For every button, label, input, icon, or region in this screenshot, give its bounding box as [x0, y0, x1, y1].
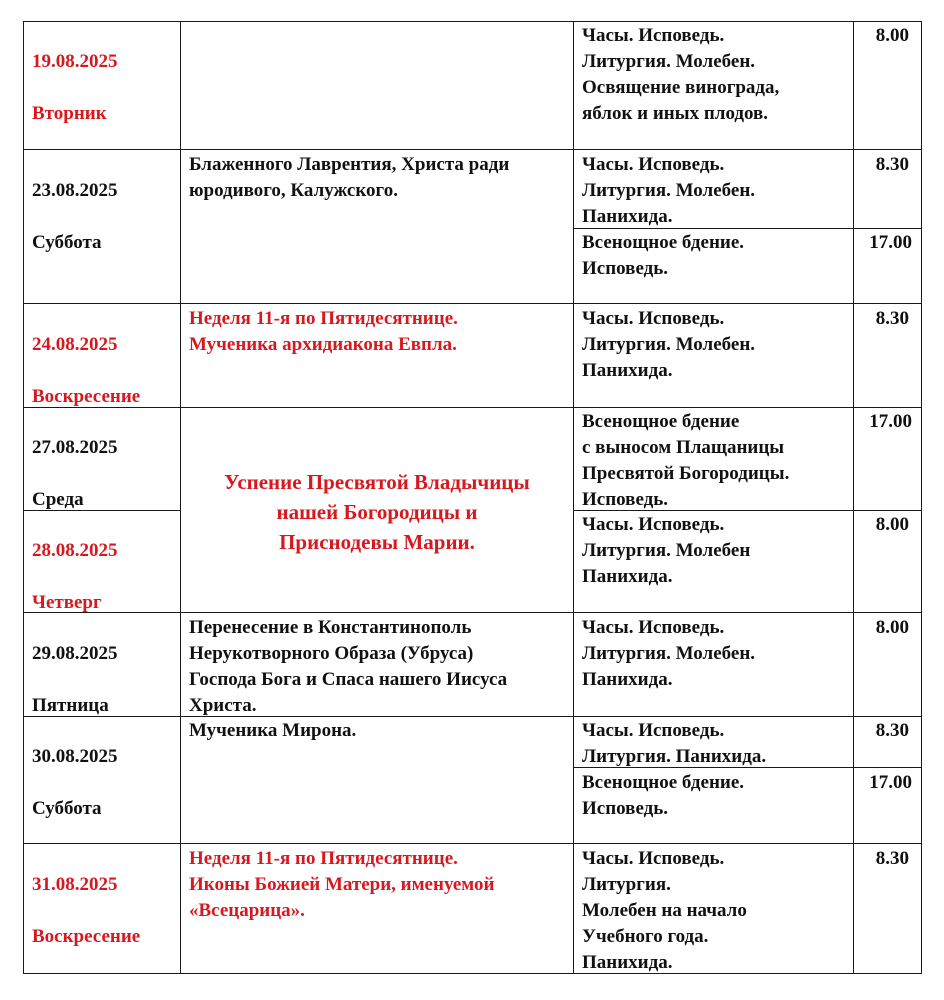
feast-text: Мученика Мирона. — [189, 720, 357, 741]
service-time: 8.30 — [875, 720, 909, 741]
date-cell — [32, 409, 118, 513]
table-border-bottom — [23, 973, 922, 974]
feast-text: Неделя 11-я по Пятидесятнице. Иконы Божией Матери, именуемой «Всецарица». — [189, 848, 495, 921]
date-cell — [32, 152, 118, 256]
row-divider — [23, 407, 922, 408]
date-cell — [32, 846, 140, 950]
row-divider — [23, 843, 922, 844]
weekday: Воскресение — [32, 386, 141, 407]
date-cell — [32, 306, 140, 410]
date: 28.08.2025 — [32, 540, 118, 561]
row-divider — [23, 149, 922, 150]
weekday: Вторник — [32, 103, 107, 124]
date: 23.08.2025 — [32, 180, 118, 201]
weekday: Суббота — [32, 798, 102, 819]
date-cell — [32, 718, 118, 822]
service-text: Часы. Исповедь. Литургия. Молебен. Панихида. — [582, 308, 756, 381]
table-border-right — [921, 21, 922, 974]
service-text: Всенощное бдение. Исповедь. — [582, 772, 745, 819]
date: 19.08.2025 — [32, 51, 118, 72]
service-text: Часы. Исповедь. Литургия. Молебен на начало Учебного года. Панихида. — [582, 848, 747, 973]
service-time: 8.30 — [875, 308, 909, 329]
service-text: Часы. Исповедь. Литургия. Молебен. Панихида. — [582, 154, 756, 227]
date: 24.08.2025 — [32, 334, 118, 355]
weekday: Среда — [32, 489, 84, 510]
service-text: Всенощное бдение с выносом Плащаницы Пресвятой Богородицы. Исповедь. — [582, 411, 790, 510]
feast-text: Неделя 11-я по Пятидесятнице. Мученика архидиакона Евпла. — [189, 308, 458, 355]
date: 31.08.2025 — [32, 874, 118, 895]
row-divider — [23, 612, 922, 613]
service-text: Всенощное бдение. Исповедь. — [582, 232, 745, 279]
table-border-top — [23, 21, 922, 22]
service-time: 8.30 — [875, 154, 909, 175]
merged-feast-text: Успение Пресвятой Владычицы нашей Богородицы и Приснодевы Марии. — [224, 470, 530, 554]
date: 27.08.2025 — [32, 437, 118, 458]
date: 30.08.2025 — [32, 746, 118, 767]
feast-text: Перенесение в Константинополь Нерукотворного Образа (Убруса) Господа Бога и Спаса нашего Иисуса Христа. — [189, 617, 508, 716]
weekday: Пятница — [32, 695, 109, 716]
date: 29.08.2025 — [32, 643, 118, 664]
service-text: Часы. Исповедь. Литургия. Панихида. — [582, 720, 767, 767]
weekday: Четверг — [32, 592, 102, 613]
column-divider — [853, 21, 854, 974]
weekday: Суббота — [32, 232, 102, 253]
service-text: Часы. Исповедь. Литургия. Молебен. Освящение винограда, яблок и иных плодов. — [582, 25, 780, 124]
service-text: Часы. Исповедь. Литургия. Молебен. Панихида. — [582, 617, 756, 690]
table-border-left — [23, 21, 24, 974]
service-time: 8.00 — [875, 514, 909, 535]
date-cell — [32, 512, 118, 616]
date-cell — [32, 23, 118, 127]
weekday: Воскресение — [32, 926, 141, 947]
column-divider — [573, 21, 574, 974]
service-time: 17.00 — [869, 411, 912, 432]
service-time: 17.00 — [869, 232, 912, 253]
service-time: 17.00 — [869, 772, 912, 793]
service-time: 8.00 — [875, 617, 909, 638]
service-text: Часы. Исповедь. Литургия. Молебен Панихида. — [582, 514, 751, 587]
row-divider — [23, 303, 922, 304]
date-cell — [32, 615, 118, 719]
service-time: 8.30 — [875, 848, 909, 869]
service-time: 8.00 — [875, 25, 909, 46]
feast-text: Блаженного Лаврентия, Христа ради юродивого, Калужского. — [189, 154, 510, 201]
